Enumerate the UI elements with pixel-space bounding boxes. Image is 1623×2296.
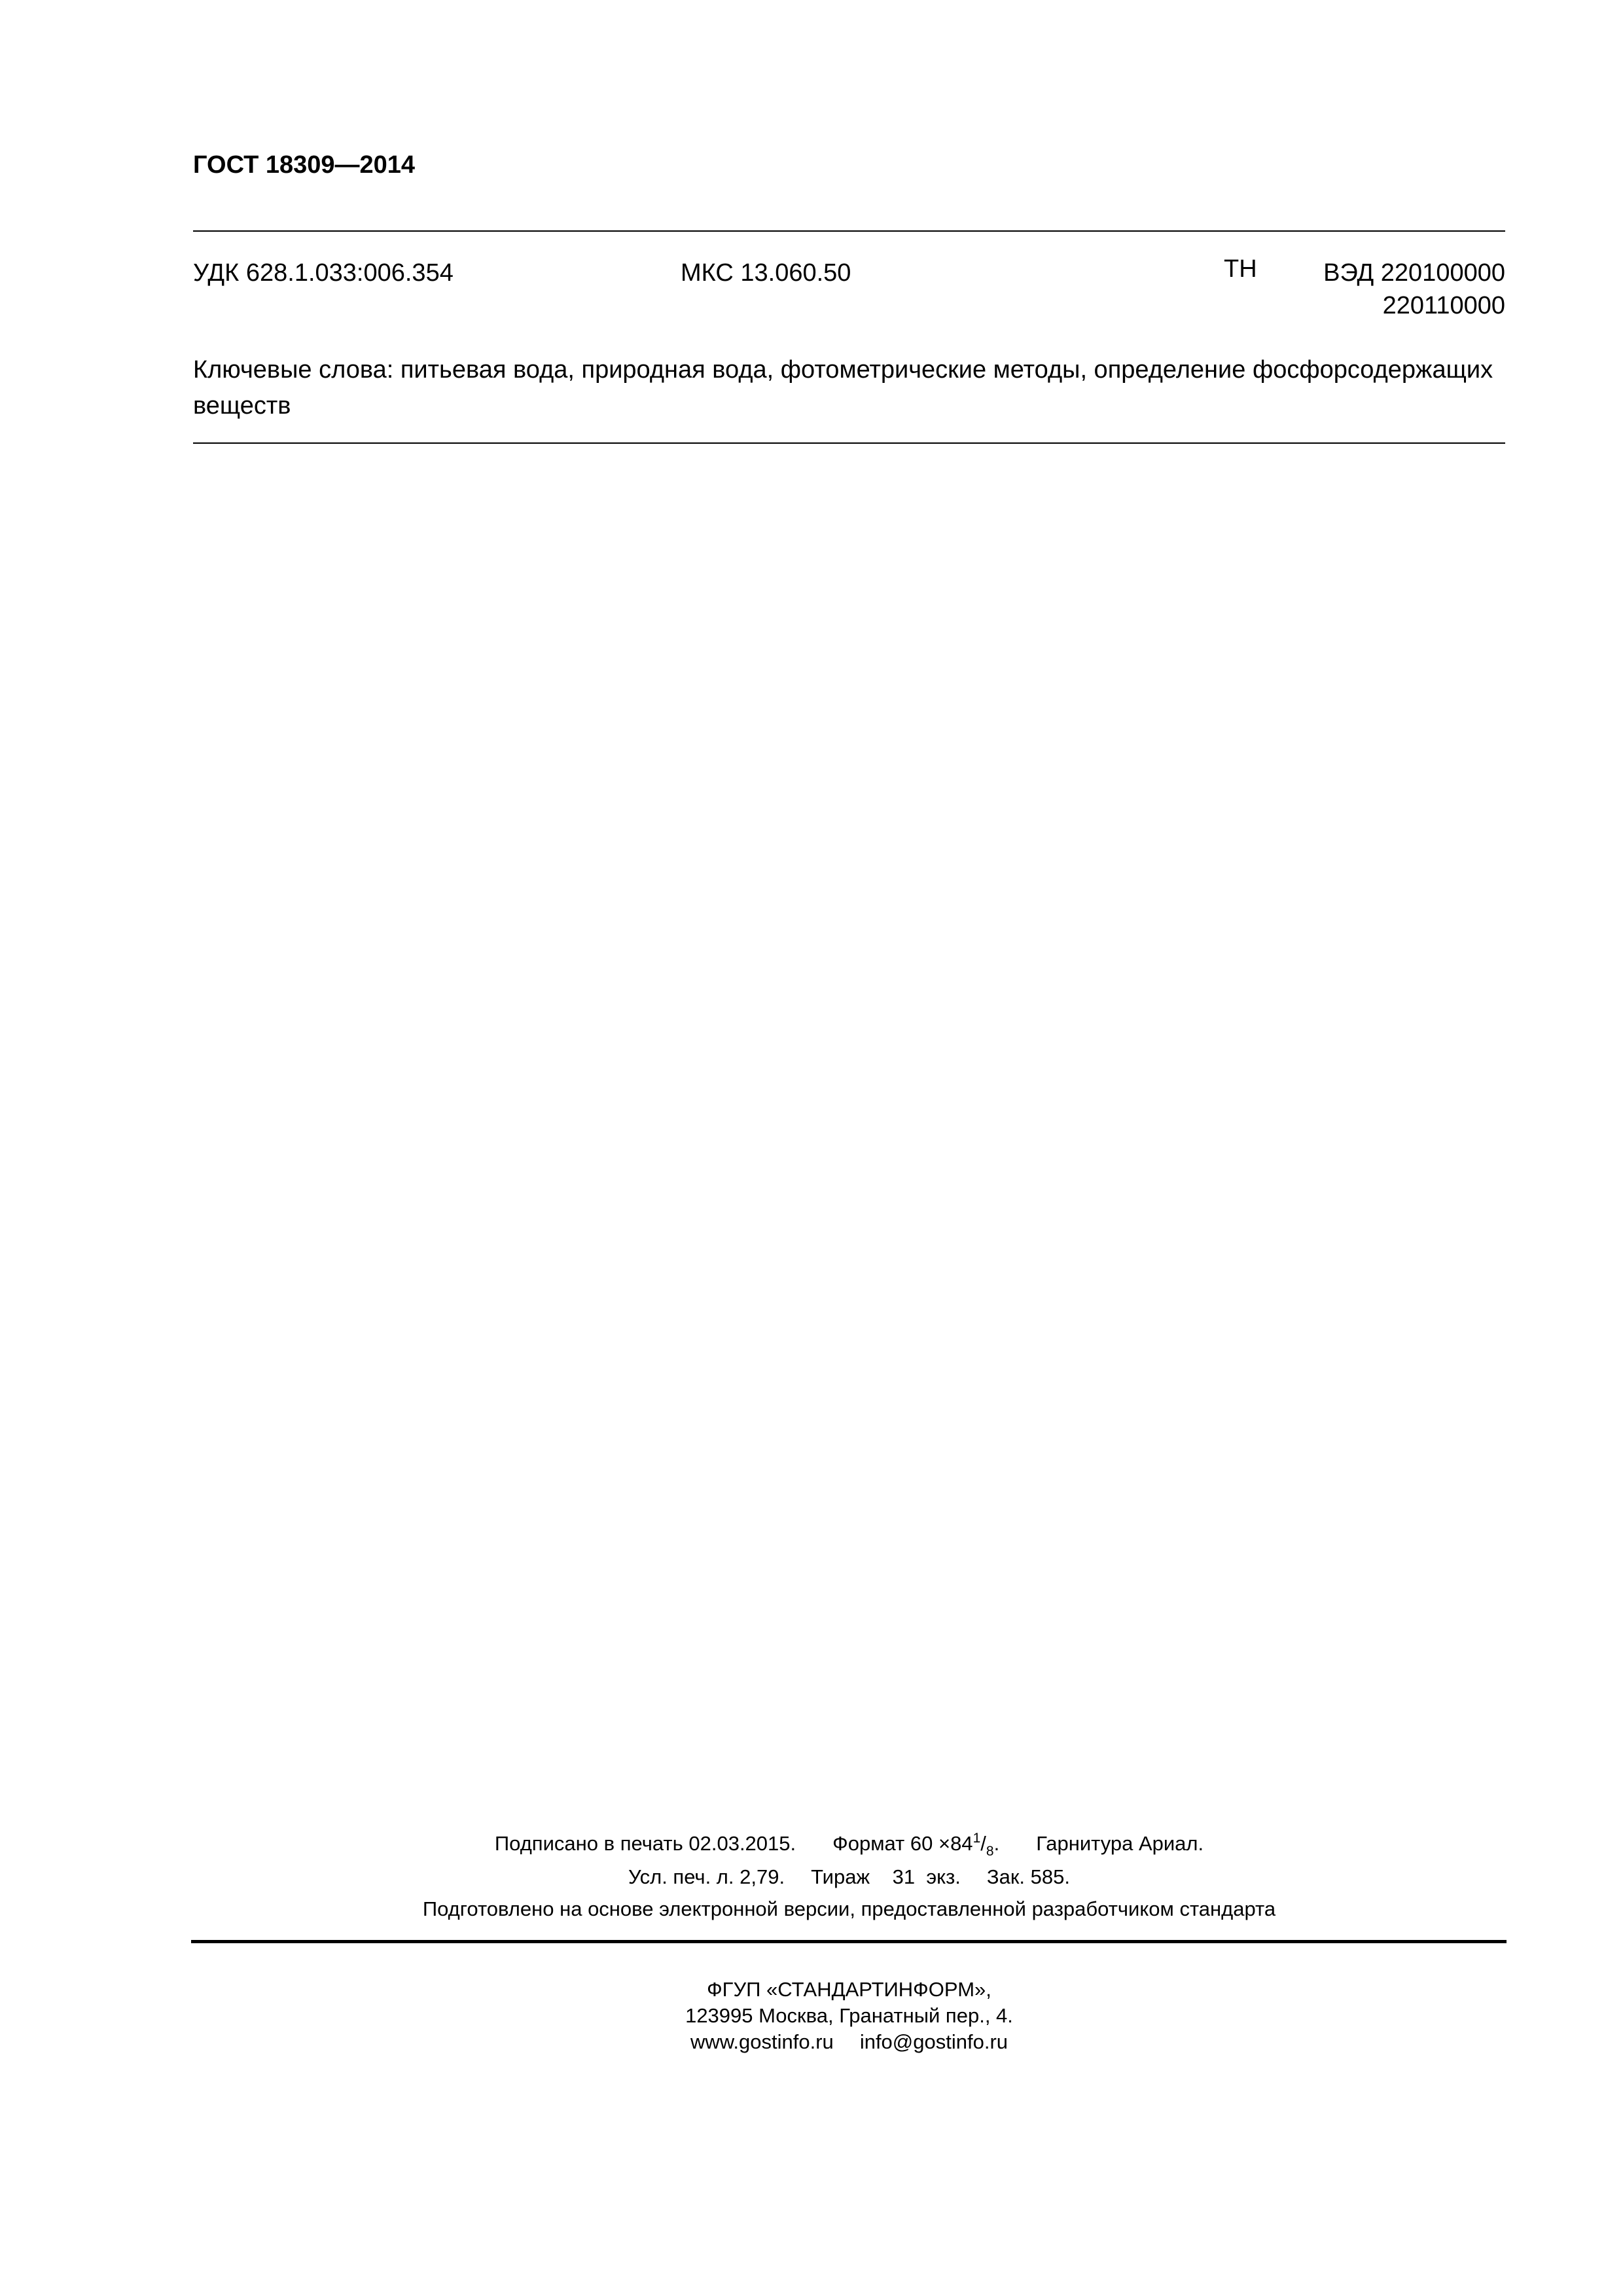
imprint-line-1 — [193, 1831, 1505, 1857]
prepared-note: Подготовлено на основе электронной версии, предоставленной разработчиком стандарта — [422, 1897, 1276, 1920]
publisher-email[interactable]: info@gostinfo.ru — [859, 2030, 1008, 2053]
order-number: Зак. 585. — [986, 1865, 1070, 1888]
imprint-divider — [191, 1940, 1507, 1943]
publisher-contacts — [193, 2029, 1505, 2055]
keywords-divider — [193, 442, 1505, 444]
publisher-name: ФГУП «СТАНДАРТИНФОРМ», — [707, 1978, 991, 2001]
udk-code: УДК 628.1.033:006.354 — [193, 259, 454, 287]
standard-number: ГОСТ 18309—2014 — [193, 151, 416, 179]
ved-codes — [1323, 257, 1505, 322]
paper-format: Формат $60 \times 84^1/_8$. — [832, 1831, 1000, 1859]
printed-sheets: Усл. печ. л. 2,79. — [628, 1865, 785, 1888]
signed-date: Подписано в печать 02.03.2015. — [494, 1832, 796, 1855]
top-divider — [193, 230, 1505, 232]
mks-code: МКС 13.060.50 — [681, 259, 851, 287]
keywords-paragraph: Ключевые слова: питьевая вода, природная вода, фотометрические методы, определение фосфорсодержащих веществ — [193, 356, 1493, 420]
publisher-address: 123995 Москва, Гранатный пер., 4. — [685, 2004, 1013, 2027]
publisher-block — [193, 1977, 1505, 2055]
tn-code: ТН — [1224, 255, 1257, 283]
publisher-website[interactable]: www.gostinfo.ru — [690, 2030, 834, 2053]
ved-code-line2: 220110000 — [1382, 292, 1505, 319]
imprint-line-2 — [193, 1864, 1505, 1890]
ved-code-line1: ВЭД 220100000 — [1323, 259, 1505, 287]
typeface: Гарнитура Ариал. — [1036, 1832, 1204, 1855]
print-run: Тираж 31 экз. — [811, 1865, 961, 1888]
